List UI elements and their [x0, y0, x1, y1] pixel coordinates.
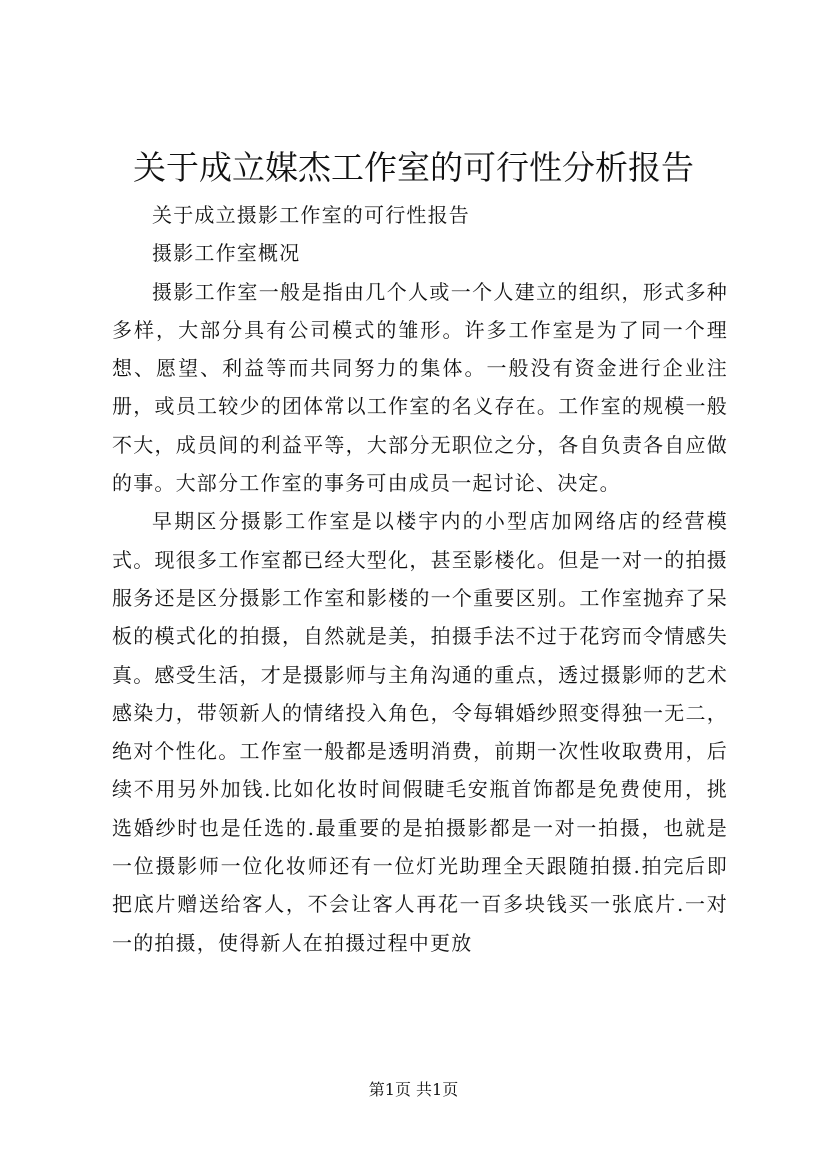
document-title: 关于成立媒杰工作室的可行性分析报告	[133, 148, 694, 187]
paragraph-history: 早期区分摄影工作室是以楼宇内的小型店加网络店的经营模式。现很多工作室都已经大型化，甚至影楼化。但是一对一的拍摄服务还是区分摄影工作室和影楼的一个重要区别。工作室抛弃了呆板的模式化的拍摄，自然就是美，拍摄手法不过于花窍而令情感失真。感受生活，才是摄影师与主角沟通的重点，透过摄影师的艺术感染力，带领新人的情绪投入角色，令每辑婚纱照变得独一无二，绝对个性化。工作室一般都是透明消费，前期一次性收取费用，后续不用另外加钱.比如化妆时间假睫毛安瓶首饰都是免费使用，挑选婚纱时也是任选的.最重要的是拍摄影都是一对一拍摄，也就是一位摄影师一位化妆师还有一位灯光助理全天跟随拍摄.拍完后即把底片赠送给客人，不会让客人再花一百多块钱买一张底片.一对一的拍摄，使得新人在拍摄过程中更放	[112, 509, 728, 955]
page-footer: 第1页 共1页	[368, 1080, 459, 1099]
document-body	[112, 196, 728, 962]
paragraph-subtitle: 关于成立摄影工作室的可行性报告	[152, 203, 470, 227]
paragraph-overview: 摄影工作室一般是指由几个人或一个人建立的组织，形式多种多样，大部分具有公司模式的雏形。许多工作室是为了同一个理想、愿望、利益等而共同努力的集体。一般没有资金进行企业注册，或员工较少的团体常以工作室的名义存在。工作室的规模一般不大，成员间的利益平等，大部分无职位之分，各自负责各自应做的事。大部分工作室的事务可由成员一起讨论、决定。	[112, 279, 728, 496]
paragraph-section-heading: 摄影工作室概况	[152, 241, 301, 266]
